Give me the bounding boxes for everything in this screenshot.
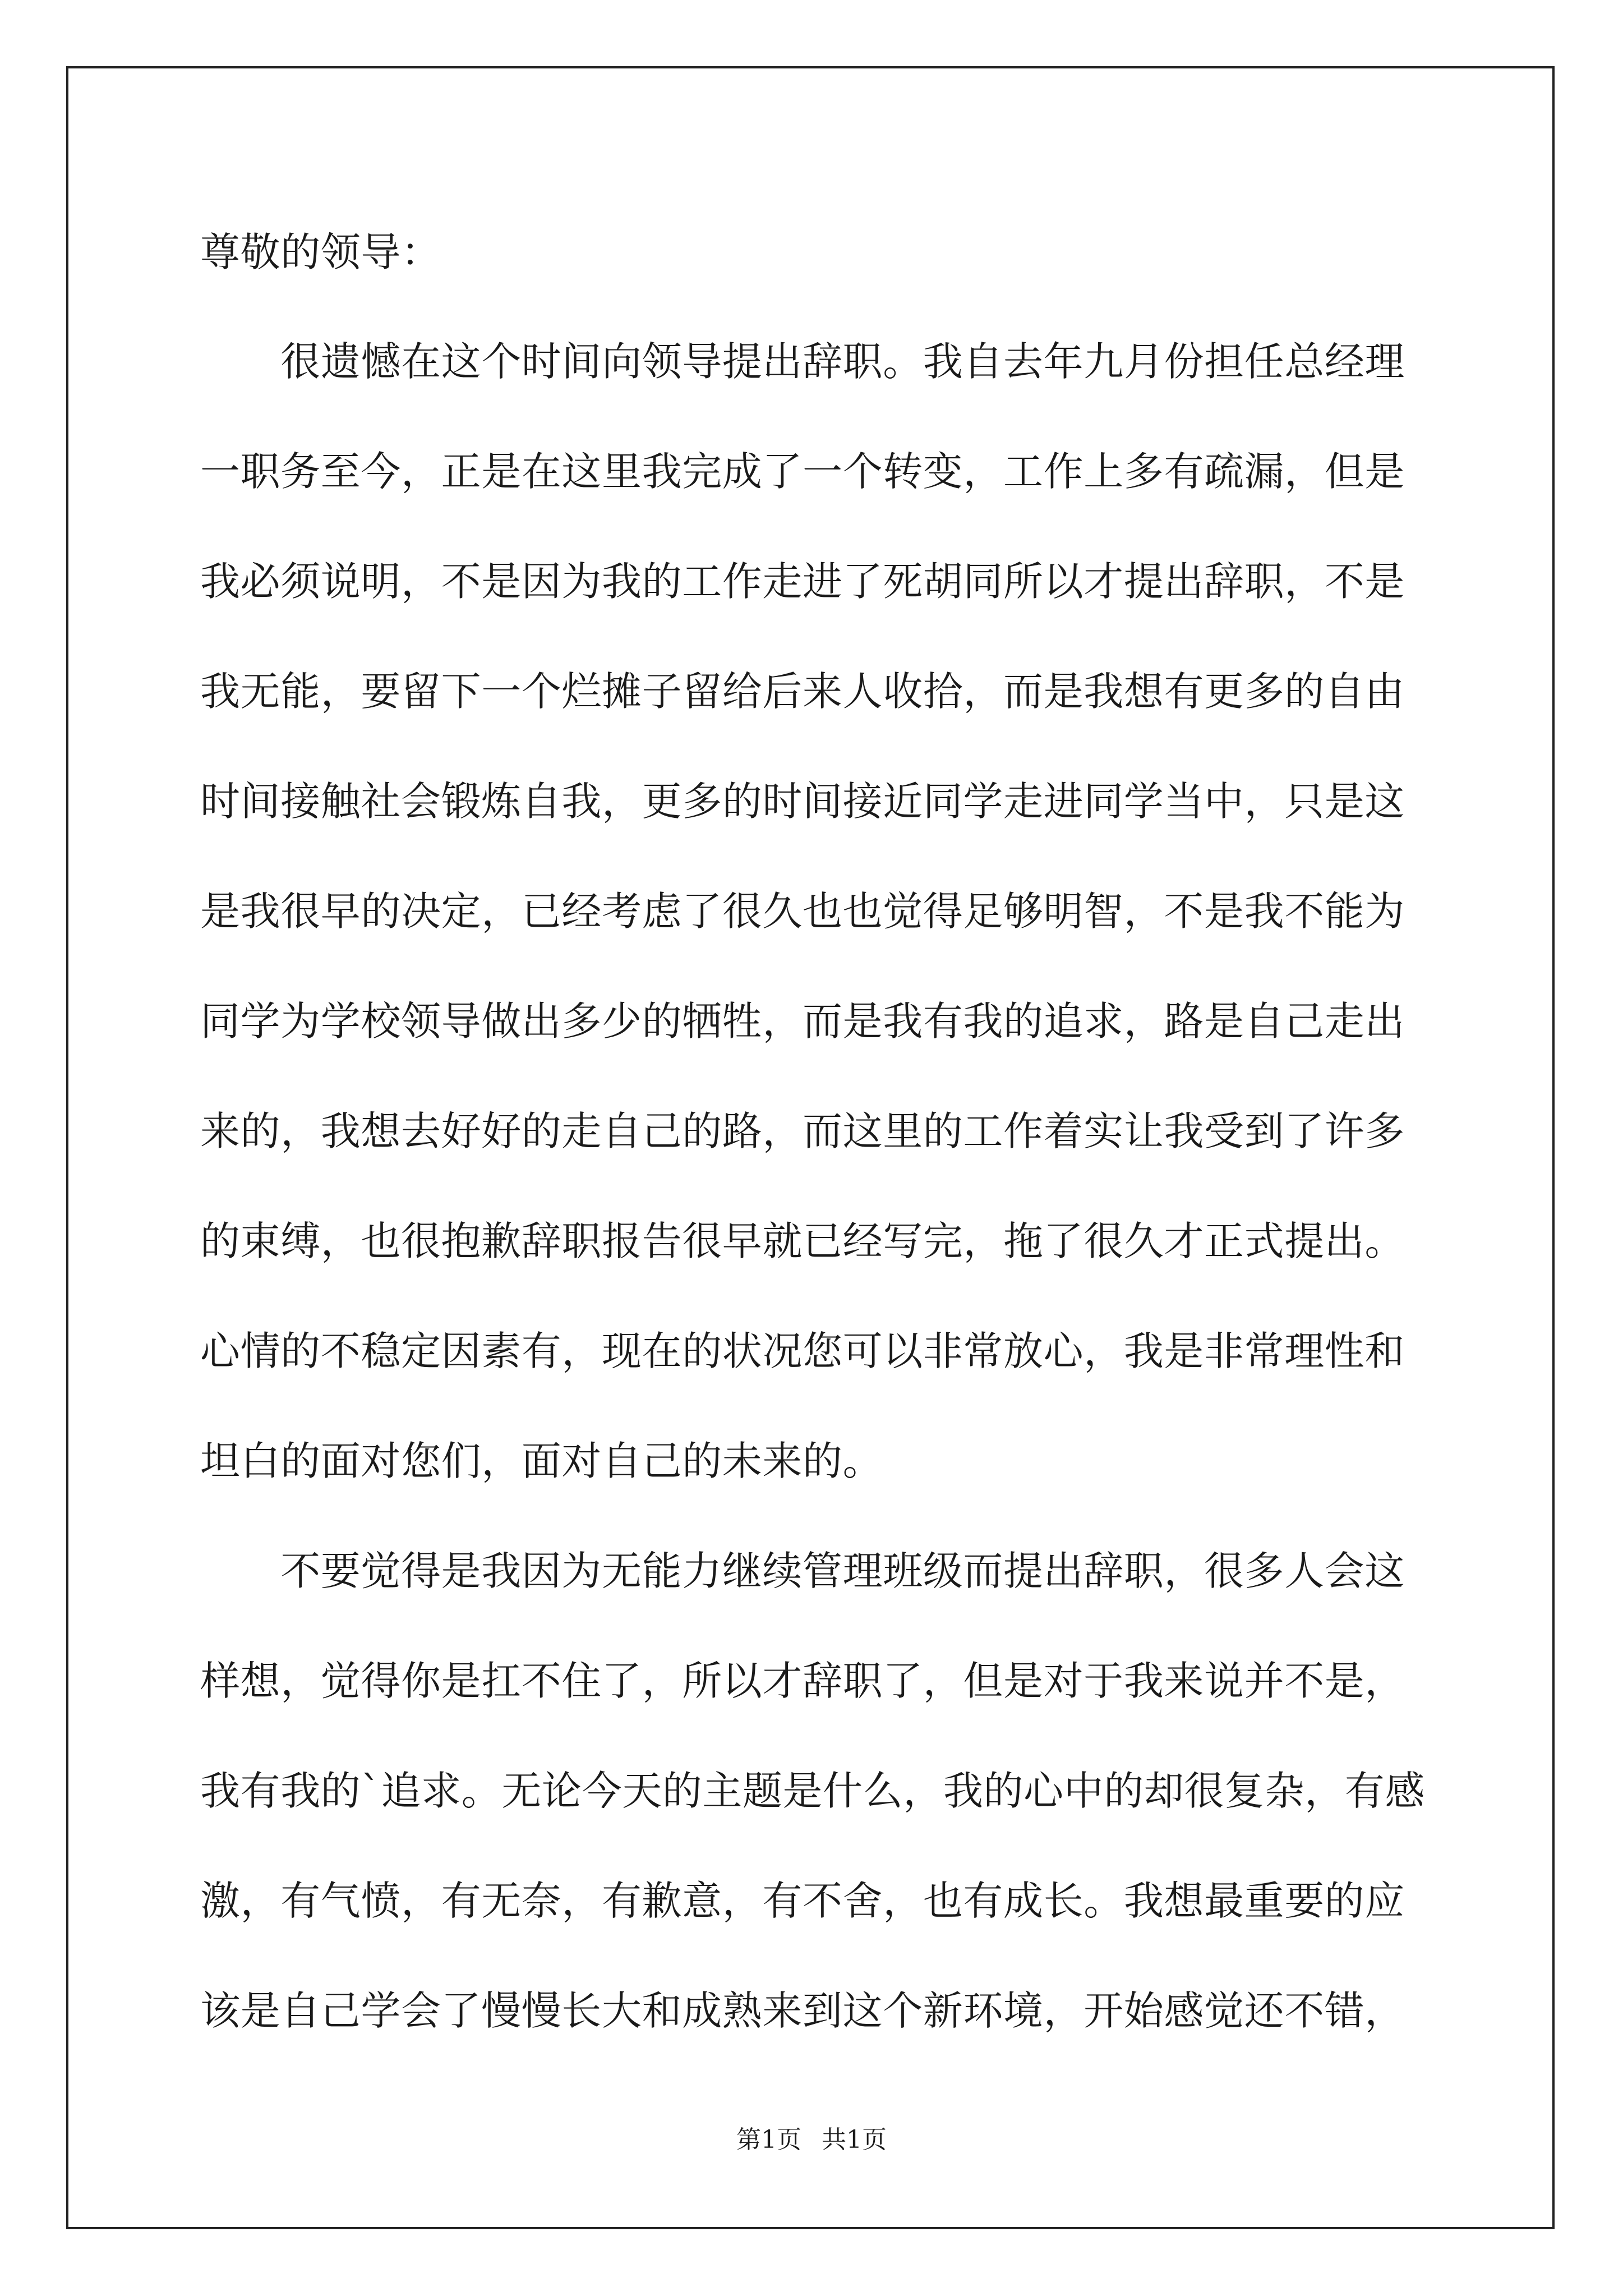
page-total: 共1页 bbox=[822, 2125, 887, 2154]
body-line: 一职务至今，正是在这里我完成了一个转变，工作上多有疏漏，但是 bbox=[200, 448, 1405, 495]
salutation: 尊敬的领导： bbox=[200, 229, 441, 275]
page-footer bbox=[0, 2123, 1623, 2157]
body-line: 很遗憾在这个时间向领导提出辞职。我自去年九月份担任总经理 bbox=[200, 338, 1405, 385]
body-line: 我无能，要留下一个烂摊子留给后来人收拾，而是我想有更多的自由 bbox=[200, 668, 1405, 715]
body-line: 我必须说明，不是因为我的工作走进了死胡同所以才提出辞职，不是 bbox=[200, 558, 1405, 605]
body-line: 该是自己学会了慢慢长大和成熟来到这个新环境，开始感觉还不错， bbox=[200, 1987, 1405, 2034]
body-line: 来的，我想去好好的走自己的路，而这里的工作着实让我受到了许多 bbox=[200, 1108, 1405, 1154]
body-line: 同学为学校领导做出多少的牺牲，而是我有我的追求，路是自己走出 bbox=[200, 998, 1405, 1045]
body-line: 不要觉得是我因为无能力继续管理班级而提出辞职，很多人会这 bbox=[200, 1548, 1405, 1594]
body-line: 是我很早的决定，已经考虑了很久也也觉得足够明智，不是我不能为 bbox=[200, 888, 1405, 935]
body-line: 坦白的面对您们，面对自己的未来的。 bbox=[200, 1438, 883, 1484]
body-line: 时间接触社会锻炼自我，更多的时间接近同学走进同学当中，只是这 bbox=[200, 778, 1405, 825]
body-line: 我有我的`追求。无论今天的主题是什么，我的心中的却很复杂，有感 bbox=[200, 1768, 1426, 1814]
body-line: 激，有气愤，有无奈，有歉意，有不舍，也有成长。我想最重要的应 bbox=[200, 1878, 1405, 1924]
body-line: 心情的不稳定因素有，现在的状况您可以非常放心，我是非常理性和 bbox=[200, 1328, 1405, 1374]
body-line: 的束缚，也很抱歉辞职报告很早就已经写完，拖了很久才正式提出。 bbox=[200, 1218, 1405, 1264]
page-number: 第1页 bbox=[736, 2125, 801, 2154]
body-line: 样想，觉得你是扛不住了，所以才辞职了，但是对于我来说并不是， bbox=[200, 1658, 1405, 1704]
